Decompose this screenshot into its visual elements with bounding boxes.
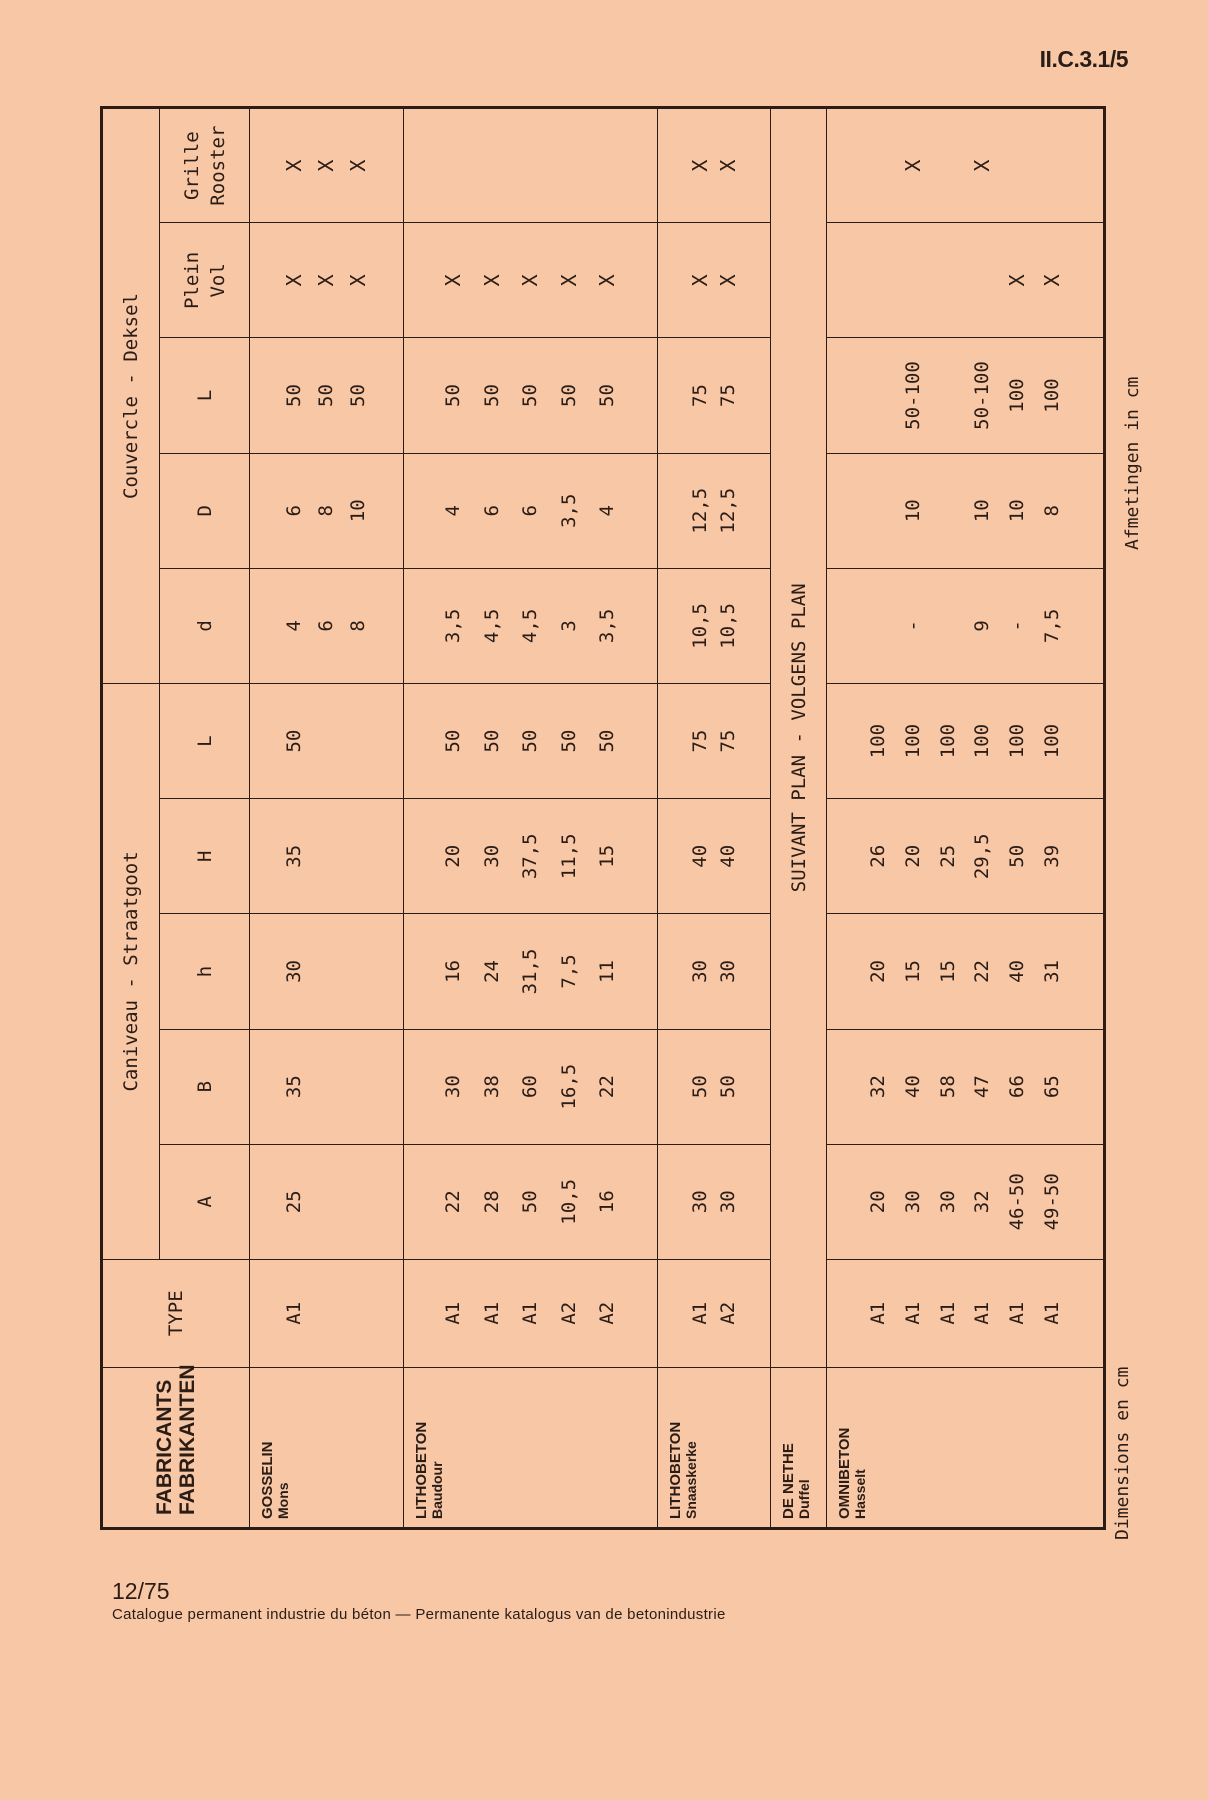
cell-value: 100 [901, 723, 924, 759]
manufacturer-city: Duffel [796, 1479, 813, 1519]
cell-value: A1 [442, 1301, 465, 1325]
cell-value [868, 454, 888, 568]
cell-value: 7,5 [1041, 608, 1064, 644]
cell-value: 40 [1006, 960, 1029, 983]
cell-value: 25 [283, 1190, 306, 1214]
dimension-note-left [1112, 1366, 1138, 1800]
manufacturer-name: GOSSELIN [259, 1441, 276, 1519]
col-plein [160, 223, 250, 338]
cell-A [657, 1144, 770, 1259]
cell-value: X [900, 159, 925, 172]
cell-value: 15 [936, 960, 959, 983]
cell-value [938, 454, 958, 568]
cell-value: 75 [688, 384, 711, 407]
cell-L2 [657, 338, 770, 453]
cell-value: 39 [1041, 844, 1064, 868]
cell-value: 50-100 [901, 361, 924, 430]
cell-value [938, 109, 958, 222]
cell-value: 58 [936, 1075, 959, 1099]
cell-value: 47 [971, 1075, 994, 1099]
col-D-label: D [193, 505, 216, 517]
cell-value: A1 [936, 1301, 959, 1325]
cell-value: 4,5 [519, 608, 542, 644]
cell-B [403, 1029, 657, 1144]
cell-value: 50 [347, 384, 370, 407]
cell-type [827, 1259, 1105, 1367]
cell-value: 4 [596, 505, 619, 517]
cell-value: 8 [347, 620, 370, 632]
catalogue-table [100, 106, 1106, 1530]
cell-value: 15 [596, 844, 619, 868]
cell-h [827, 914, 1105, 1029]
col-L2-label: L [193, 389, 216, 402]
cell-D [403, 453, 657, 568]
cell-value: X [556, 274, 581, 287]
manufacturer-cell [250, 1367, 404, 1528]
cell-value: 50 [688, 1075, 711, 1099]
cell-plein [250, 223, 404, 338]
cell-value: 6 [315, 620, 338, 632]
type-header [102, 1259, 250, 1367]
manufacturer-name: LITHOBETON [412, 1421, 430, 1519]
cell-L [657, 683, 770, 798]
plan-note: SUIVANT PLAN - VOLGENS PLAN [771, 108, 827, 1368]
cell-value: 75 [688, 729, 711, 753]
cell-d [657, 568, 770, 683]
cell-value: 50 [519, 729, 542, 753]
cell-value [597, 109, 617, 222]
cell-value: A1 [1006, 1301, 1029, 1325]
cell-value: 66 [1006, 1075, 1029, 1099]
cell-value: X [282, 159, 307, 172]
cell-value: 4 [442, 505, 465, 517]
cell-value: 35 [283, 844, 306, 868]
manufacturer-row [403, 108, 657, 1529]
cell-value: 30 [688, 960, 711, 983]
cell-value: X [346, 274, 371, 287]
dimensions-label: Dimensions en cm [1112, 1366, 1133, 1540]
cell-value: 46-50 [1006, 1173, 1029, 1231]
cell-value: 35 [283, 1075, 306, 1099]
dimension-note-right [1122, 330, 1148, 550]
cell-value [868, 569, 888, 683]
cell-value: 50 [1006, 844, 1029, 868]
cell-value: A2 [596, 1301, 619, 1325]
cell-value: 12,5 [688, 487, 711, 534]
cell-value: X [314, 159, 339, 172]
cell-value: 20 [867, 960, 890, 983]
cell-h [657, 914, 770, 1029]
cell-value: 50 [442, 729, 465, 753]
fabricants-label: FABRICANTS [153, 1379, 176, 1515]
cell-A [250, 1144, 404, 1259]
cell-value: 75 [716, 384, 739, 407]
cell-value: 65 [1041, 1075, 1064, 1099]
cell-value: 29,5 [971, 833, 994, 880]
cell-H [250, 799, 404, 914]
manufacturer-row [250, 108, 404, 1529]
cell-value: 32 [867, 1075, 890, 1099]
cell-value: 25 [936, 844, 959, 868]
cell-value: X [346, 159, 371, 172]
col-d-label: d [193, 620, 216, 632]
cell-value: 26 [867, 844, 890, 868]
cell-d [250, 568, 404, 683]
cell-L2 [250, 338, 404, 453]
couvercle-label: Couvercle - Deksel [120, 293, 142, 499]
cell-value [972, 223, 992, 337]
cell-value: 38 [480, 1075, 503, 1099]
cell-value: 6 [283, 505, 306, 517]
cell-h [403, 914, 657, 1029]
cell-value: 49-50 [1041, 1173, 1064, 1231]
cell-value: X [687, 159, 712, 172]
cell-h [250, 914, 404, 1029]
cell-A [827, 1144, 1105, 1259]
col-B-label: B [193, 1080, 216, 1093]
cell-value: 10,5 [557, 1178, 580, 1225]
cell-value [903, 223, 923, 337]
cell-value: 100 [936, 723, 959, 759]
cell-value: 40 [901, 1075, 924, 1099]
cell-value: X [715, 159, 740, 172]
cell-value: 20 [442, 844, 465, 868]
cell-value [868, 109, 888, 222]
cell-value: 30 [901, 1190, 924, 1214]
manufacturer-cell [657, 1367, 770, 1528]
cell-value: 75 [716, 729, 739, 753]
col-h [160, 914, 250, 1029]
cell-value: 8 [315, 505, 338, 517]
cell-value: 6 [519, 505, 542, 517]
cell-H [827, 799, 1105, 914]
cell-B [657, 1029, 770, 1144]
cell-value: X [595, 274, 620, 287]
cell-value [938, 338, 958, 452]
cell-value: 16 [596, 1190, 619, 1214]
rooster-label: Rooster [206, 125, 229, 206]
col-B [160, 1029, 250, 1144]
cell-value: 50 [596, 384, 619, 407]
cell-value: 50 [519, 1190, 542, 1214]
cell-value: 16 [442, 960, 465, 983]
cell-L [250, 683, 404, 798]
cell-value: 40 [688, 844, 711, 868]
cell-value: 10 [971, 499, 994, 523]
cell-value: 40 [716, 844, 739, 868]
cell-value [1007, 109, 1027, 222]
cell-value: 6 [480, 505, 503, 517]
cell-value: X [314, 274, 339, 287]
cell-plein [657, 223, 770, 338]
cell-value: - [901, 620, 924, 632]
cell-L [403, 683, 657, 798]
col-H-label: H [193, 850, 216, 863]
manufacturer-city: Snaaskerke [682, 1441, 699, 1519]
cell-D [827, 453, 1105, 568]
cell-B [827, 1029, 1105, 1144]
cell-value: 100 [1041, 723, 1064, 759]
cell-value: A1 [867, 1301, 890, 1325]
cell-value: 20 [901, 844, 924, 868]
cell-value: 60 [519, 1075, 542, 1099]
cell-value: X [479, 274, 504, 287]
cell-value: 22 [596, 1075, 619, 1099]
manufacturer-row [827, 108, 1105, 1529]
cell-value: X [1040, 274, 1065, 287]
col-grille [160, 108, 250, 223]
cell-value: A2 [557, 1301, 580, 1325]
col-L [160, 683, 250, 798]
cell-grille [657, 108, 770, 223]
col-D [160, 453, 250, 568]
cell-value: 50 [596, 729, 619, 753]
cell-value: 4 [283, 620, 306, 632]
col-d [160, 568, 250, 683]
manufacturer-city: Baudour [428, 1461, 445, 1519]
cell-value: A1 [688, 1301, 711, 1325]
cell-value: 11,5 [557, 833, 580, 880]
cell-value: 24 [480, 960, 503, 983]
cell-value [938, 569, 958, 683]
cell-L2 [827, 338, 1105, 453]
cell-value [868, 223, 888, 337]
cell-value: A1 [971, 1301, 994, 1325]
cell-value: A1 [901, 1301, 924, 1325]
cell-value: 30 [716, 1190, 739, 1214]
cell-value: 16,5 [557, 1063, 580, 1110]
cell-type [403, 1259, 657, 1367]
cell-value: 100 [867, 723, 890, 759]
caniveau-header [102, 683, 160, 1259]
cell-value [520, 109, 540, 222]
cell-value: X [715, 274, 740, 287]
grille-label: Grille [180, 131, 203, 200]
manufacturer-name: LITHOBETON [666, 1421, 684, 1519]
cell-value: 4,5 [480, 608, 503, 644]
cell-value: 28 [480, 1190, 503, 1214]
cell-value: A1 [283, 1301, 306, 1325]
cell-L2 [403, 338, 657, 453]
cell-D [250, 453, 404, 568]
cell-value: 7,5 [557, 954, 580, 989]
cell-value: 100 [1006, 378, 1029, 413]
cell-value: 10,5 [716, 603, 739, 649]
cell-value: 11 [596, 960, 619, 983]
manufacturer-cell [771, 1367, 827, 1528]
cell-B [250, 1029, 404, 1144]
cell-value: A2 [716, 1301, 739, 1325]
cell-d [403, 568, 657, 683]
fabricants-header [102, 1364, 250, 1528]
cell-grille [827, 108, 1105, 223]
cell-value [482, 109, 502, 222]
cell-value [868, 338, 888, 452]
cell-value: 10 [347, 499, 370, 523]
cell-H [403, 799, 657, 914]
manufacturer-cell [827, 1367, 1105, 1528]
fabrikanten-label: FABRIKANTEN [176, 1364, 199, 1515]
cell-value: 37,5 [519, 833, 542, 880]
cell-value: 10 [1006, 499, 1029, 523]
plein-label: Plein [180, 251, 203, 309]
cell-value: 50 [716, 1075, 739, 1099]
cell-value: 32 [971, 1190, 994, 1214]
cell-value [1042, 109, 1062, 222]
cell-value: 50-100 [971, 361, 994, 430]
cell-value [559, 109, 579, 222]
cell-value: 100 [971, 723, 994, 759]
manufacturer-city: Hasselt [852, 1469, 869, 1519]
cell-value: 50 [557, 729, 580, 753]
cell-H [657, 799, 770, 914]
col-H [160, 799, 250, 914]
cell-value: X [518, 274, 543, 287]
manufacturer-cell [403, 1367, 657, 1528]
cell-D [657, 453, 770, 568]
cell-value: X [687, 274, 712, 287]
cell-value: 3,5 [442, 608, 465, 644]
cell-value: 50 [557, 384, 580, 407]
cell-A [403, 1144, 657, 1259]
cell-value: 22 [971, 960, 994, 983]
cell-value: 20 [867, 1190, 890, 1214]
cell-value: 10 [901, 499, 924, 523]
cell-value: 50 [480, 729, 503, 753]
cell-value: X [1005, 274, 1030, 287]
cell-grille [403, 108, 657, 223]
cell-value [443, 109, 463, 222]
cell-value: 31,5 [519, 948, 542, 995]
cell-value: A1 [1041, 1301, 1064, 1325]
cell-value: 30 [716, 960, 739, 983]
cell-value: 50 [283, 384, 306, 407]
cell-value: 30 [442, 1075, 465, 1099]
cell-value: 30 [283, 960, 306, 983]
cell-value: X [282, 274, 307, 287]
col-L2 [160, 338, 250, 453]
col-A [160, 1144, 250, 1259]
cell-value: 31 [1041, 960, 1064, 983]
afmetingen-label: Afmetingen in cm [1122, 376, 1143, 550]
manufacturer-name: DE NETHE [780, 1443, 798, 1519]
couvercle-header [102, 108, 160, 684]
cell-grille [250, 108, 404, 223]
manufacturer-city: Mons [275, 1482, 291, 1519]
cell-value: 50 [283, 729, 306, 753]
cell-value: 12,5 [716, 487, 739, 534]
type-label: TYPE [165, 1290, 187, 1337]
page-code: II.C.3.1/5 [1039, 46, 1128, 72]
cell-value: 30 [688, 1190, 711, 1214]
cell-value: 10,5 [688, 603, 711, 649]
cell-value: - [1006, 620, 1029, 632]
cell-type [657, 1259, 770, 1367]
cell-value: A1 [519, 1301, 542, 1325]
manufacturer-row [771, 108, 827, 1529]
cell-value: 22 [442, 1190, 465, 1214]
cell-value: 9 [971, 620, 994, 632]
cell-value: 3 [557, 620, 580, 632]
cell-value: 50 [442, 384, 465, 407]
cell-value: 30 [480, 844, 503, 868]
manufacturer-row [657, 108, 770, 1529]
cell-value: A1 [480, 1301, 503, 1325]
cell-value: 3,5 [557, 493, 580, 528]
cell-value: 30 [936, 1190, 959, 1214]
cell-value: 100 [1006, 723, 1029, 759]
cell-value: 50 [480, 384, 503, 407]
cell-L [827, 683, 1105, 798]
cell-value: X [441, 274, 466, 287]
cell-type [250, 1259, 404, 1367]
col-h-label: h [193, 965, 216, 978]
cell-value: X [970, 159, 995, 172]
col-A-label: A [193, 1196, 216, 1208]
cell-value: 8 [1041, 505, 1064, 517]
cell-plein [827, 223, 1105, 338]
cell-plein [403, 223, 657, 338]
col-L-label: L [193, 735, 216, 747]
cell-d [827, 568, 1105, 683]
cell-value [938, 223, 958, 337]
cell-value: 3,5 [596, 608, 619, 644]
cell-value: 50 [519, 384, 542, 407]
vol-label: Vol [206, 263, 229, 298]
cell-value: 100 [1041, 378, 1064, 413]
footer-page-number: 12/75 [112, 1578, 170, 1604]
caniveau-label: Caniveau - Straatgoot [120, 851, 142, 1092]
catalogue-table-rotated [100, 106, 1106, 1530]
cell-value: 15 [901, 960, 924, 983]
manufacturer-name: OMNIBETON [836, 1427, 854, 1519]
cell-value: 50 [315, 384, 338, 407]
footer-catalogue-text: Catalogue permanent industrie du béton — Permanente katalogus van de betonindustrie [112, 1606, 726, 1623]
